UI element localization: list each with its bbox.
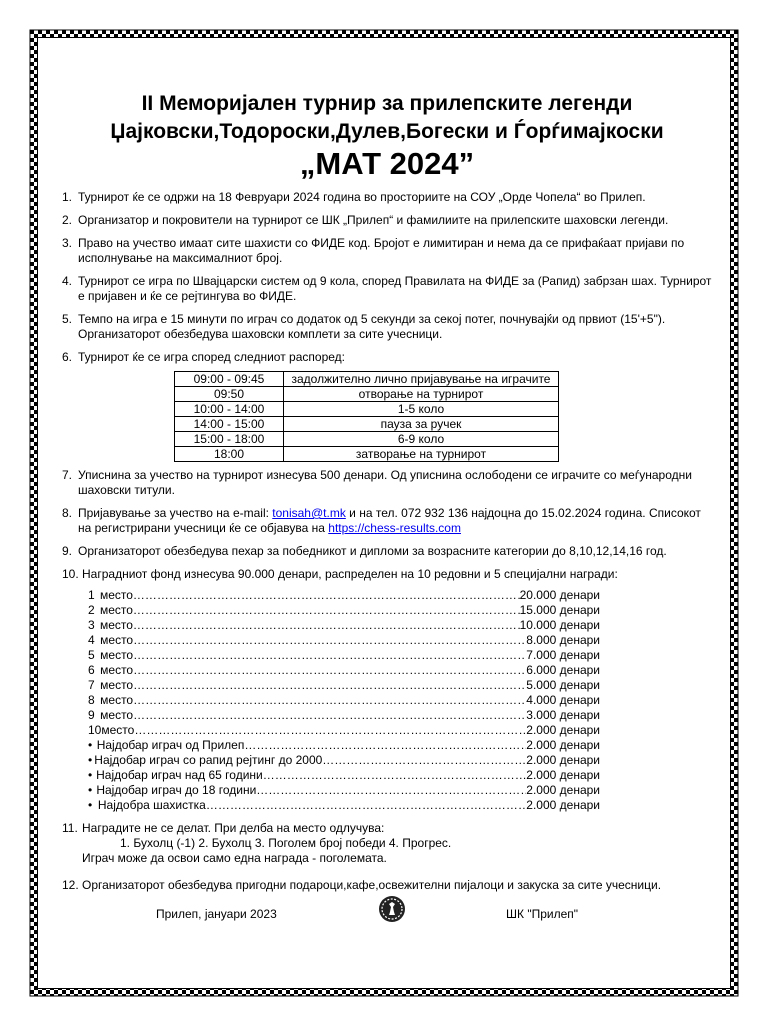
tiebreak-criteria: 1. Бухолц (-1) 2. Бухолц 3. Поголем број победи 4. Прогрес. xyxy=(120,836,452,850)
prize-row: • Најдобар играч над 65 години ……………………………………………………………………………………………………………………………………………… 2.000 денари xyxy=(88,768,600,783)
title-main: „МАТ 2024” xyxy=(299,146,475,181)
table-row: 09:00 - 09:45 задолжително лично пријавување на играчите xyxy=(175,372,559,387)
prize-row: 9 место ……………………………………………………………………………………………………………………………………………… 3.000 денари xyxy=(88,708,600,723)
list-item: 10. Наградниот фонд изнесува 90.000 денари, распределен на 10 редовни и 5 специјални награди: xyxy=(62,567,618,581)
prize-row: 10 место ……………………………………………………………………………………………………………………………………………… 2.000 денари xyxy=(88,723,600,738)
schedule-table xyxy=(174,371,559,462)
place-date: Прилеп, јануари 2023 xyxy=(156,907,277,921)
list-item: 5. Темпо на игра е 15 минути по играч со додаток од 5 секунди за секој потег, почнувајќи од првиот (15'+5"). Организаторот обезбедува шаховски комплети за сите учесници. xyxy=(62,312,666,341)
prize-row: • Најдобар играч од Прилеп ……………………………………………………………………………………………………………………………………………… 2.000 денари xyxy=(88,738,600,753)
prize-row: 2 место ……………………………………………………………………………………………………………………………………………… 15.000 денари xyxy=(88,603,600,618)
title-line-1: II Меморијален турнир за прилепските легенди xyxy=(141,92,633,115)
prize-row: 7 место ……………………………………………………………………………………………………………………………………………… 5.000 денари xyxy=(88,678,600,693)
list-item: 2. Организатор и покровители на турнирот се ШК „Прилеп“ и фамилиите на прилепските шаховски легенди. xyxy=(62,213,669,227)
list-item: 8. Пријавување за учество на e-mail: tonisah@t.mk и на тел. 072 932 136 најдоцна до 15.02.2024 година. Списокот на регистрирани учесници ќе се објавува на https://chess-results.com xyxy=(62,506,701,535)
signature-block xyxy=(62,901,712,931)
results-link[interactable]: https://chess-results.com xyxy=(328,521,461,535)
club-logo-icon xyxy=(378,895,406,923)
prize-row: 3 место ……………………………………………………………………………………………………………………………………………… 10.000 денари xyxy=(88,618,600,633)
prize-row: 1 место ……………………………………………………………………………………………………………………………………………… 20.000 денари xyxy=(88,588,600,603)
list-item: 4. Турнирот се игра по Швајцарски систем од 9 кола, според Правилата на ФИДЕ за (Рапид) забрзан шах. Турнирот е пријавен и ќе се рејтингува во ФИДЕ. xyxy=(62,274,712,303)
prize-list xyxy=(88,588,600,813)
table-row: 18:00 затворање на турнирот xyxy=(175,447,559,462)
prize-row: • Најдобра шахистка ……………………………………………………………………………………………………………………………………………… 2.000 денари xyxy=(88,798,600,813)
list-item: 6. Турнирот ќе се игра според следниот распоред: xyxy=(62,350,345,364)
email-link[interactable]: tonisah@t.mk xyxy=(272,506,346,520)
prize-row: 5 место ……………………………………………………………………………………………………………………………………………… 7.000 денари xyxy=(88,648,600,663)
prize-note: Играч може да освои само една награда - поголемата. xyxy=(82,851,387,865)
document-body xyxy=(62,90,712,931)
list-item: 12. Организаторот обезбедува пригодни подароци,кафе,освежителни пијалоци и закуска за сите учесници. xyxy=(62,878,662,892)
list-item: 9. Организаторот обезбедува пехар за победникот и дипломи за возрасните категории до 8,10,12,14,16 год. xyxy=(62,544,667,558)
rules-list xyxy=(62,190,712,365)
prize-row: • Најдобар играч со рапид рејтинг до 2000 ……………………………………………………………………………………………………………………………………………… 2.000 денари xyxy=(88,753,600,768)
club-name: ШК "Прилеп" xyxy=(506,907,579,921)
table-row: 14:00 - 15:00 пауза за ручек xyxy=(175,417,559,432)
table-row: 09:50 отворање на турнирот xyxy=(175,387,559,402)
rules-list-end xyxy=(62,821,712,893)
table-row: 10:00 - 14:00 1-5 коло xyxy=(175,402,559,417)
prize-row: 6 место ……………………………………………………………………………………………………………………………………………… 6.000 денари xyxy=(88,663,600,678)
prize-row: 4 место ……………………………………………………………………………………………………………………………………………… 8.000 денари xyxy=(88,633,600,648)
title-line-2: Џајковски,Тодороски,Дулев,Богески и Ѓорѓимајкоски xyxy=(110,120,664,143)
list-item: 1. Турнирот ќе се одржи на 18 Февруари 2024 година во просториите на СОУ „Орде Чопела“ во Прилеп. xyxy=(62,190,646,204)
prize-row: 8 место ……………………………………………………………………………………………………………………………………………… 4.000 денари xyxy=(88,693,600,708)
table-row: 15:00 - 18:00 6-9 коло xyxy=(175,432,559,447)
list-item: 11. Наградите не се делат. При делба на место одлучува: 1. Бухолц (-1) 2. Бухолц 3. Поголем број победи 4. Прогрес. Играч може да освои само една награда - поголемата. xyxy=(62,821,452,865)
prize-row: • Најдобар играч до 18 години ……………………………………………………………………………………………………………………………………………… 2.000 денари xyxy=(88,783,600,798)
rules-list-cont xyxy=(62,468,712,582)
list-item: 7. Уписнина за учество на турнирот изнесува 500 денари. Од уписнина ослободени се играчите со меѓународни шаховски титули. xyxy=(62,468,692,497)
list-item: 3. Право на учество имаат сите шахисти со ФИДЕ код. Бројот е лимитиран и нема да се прифаќаат пријави по исполнување на максималниот број. xyxy=(62,236,685,265)
